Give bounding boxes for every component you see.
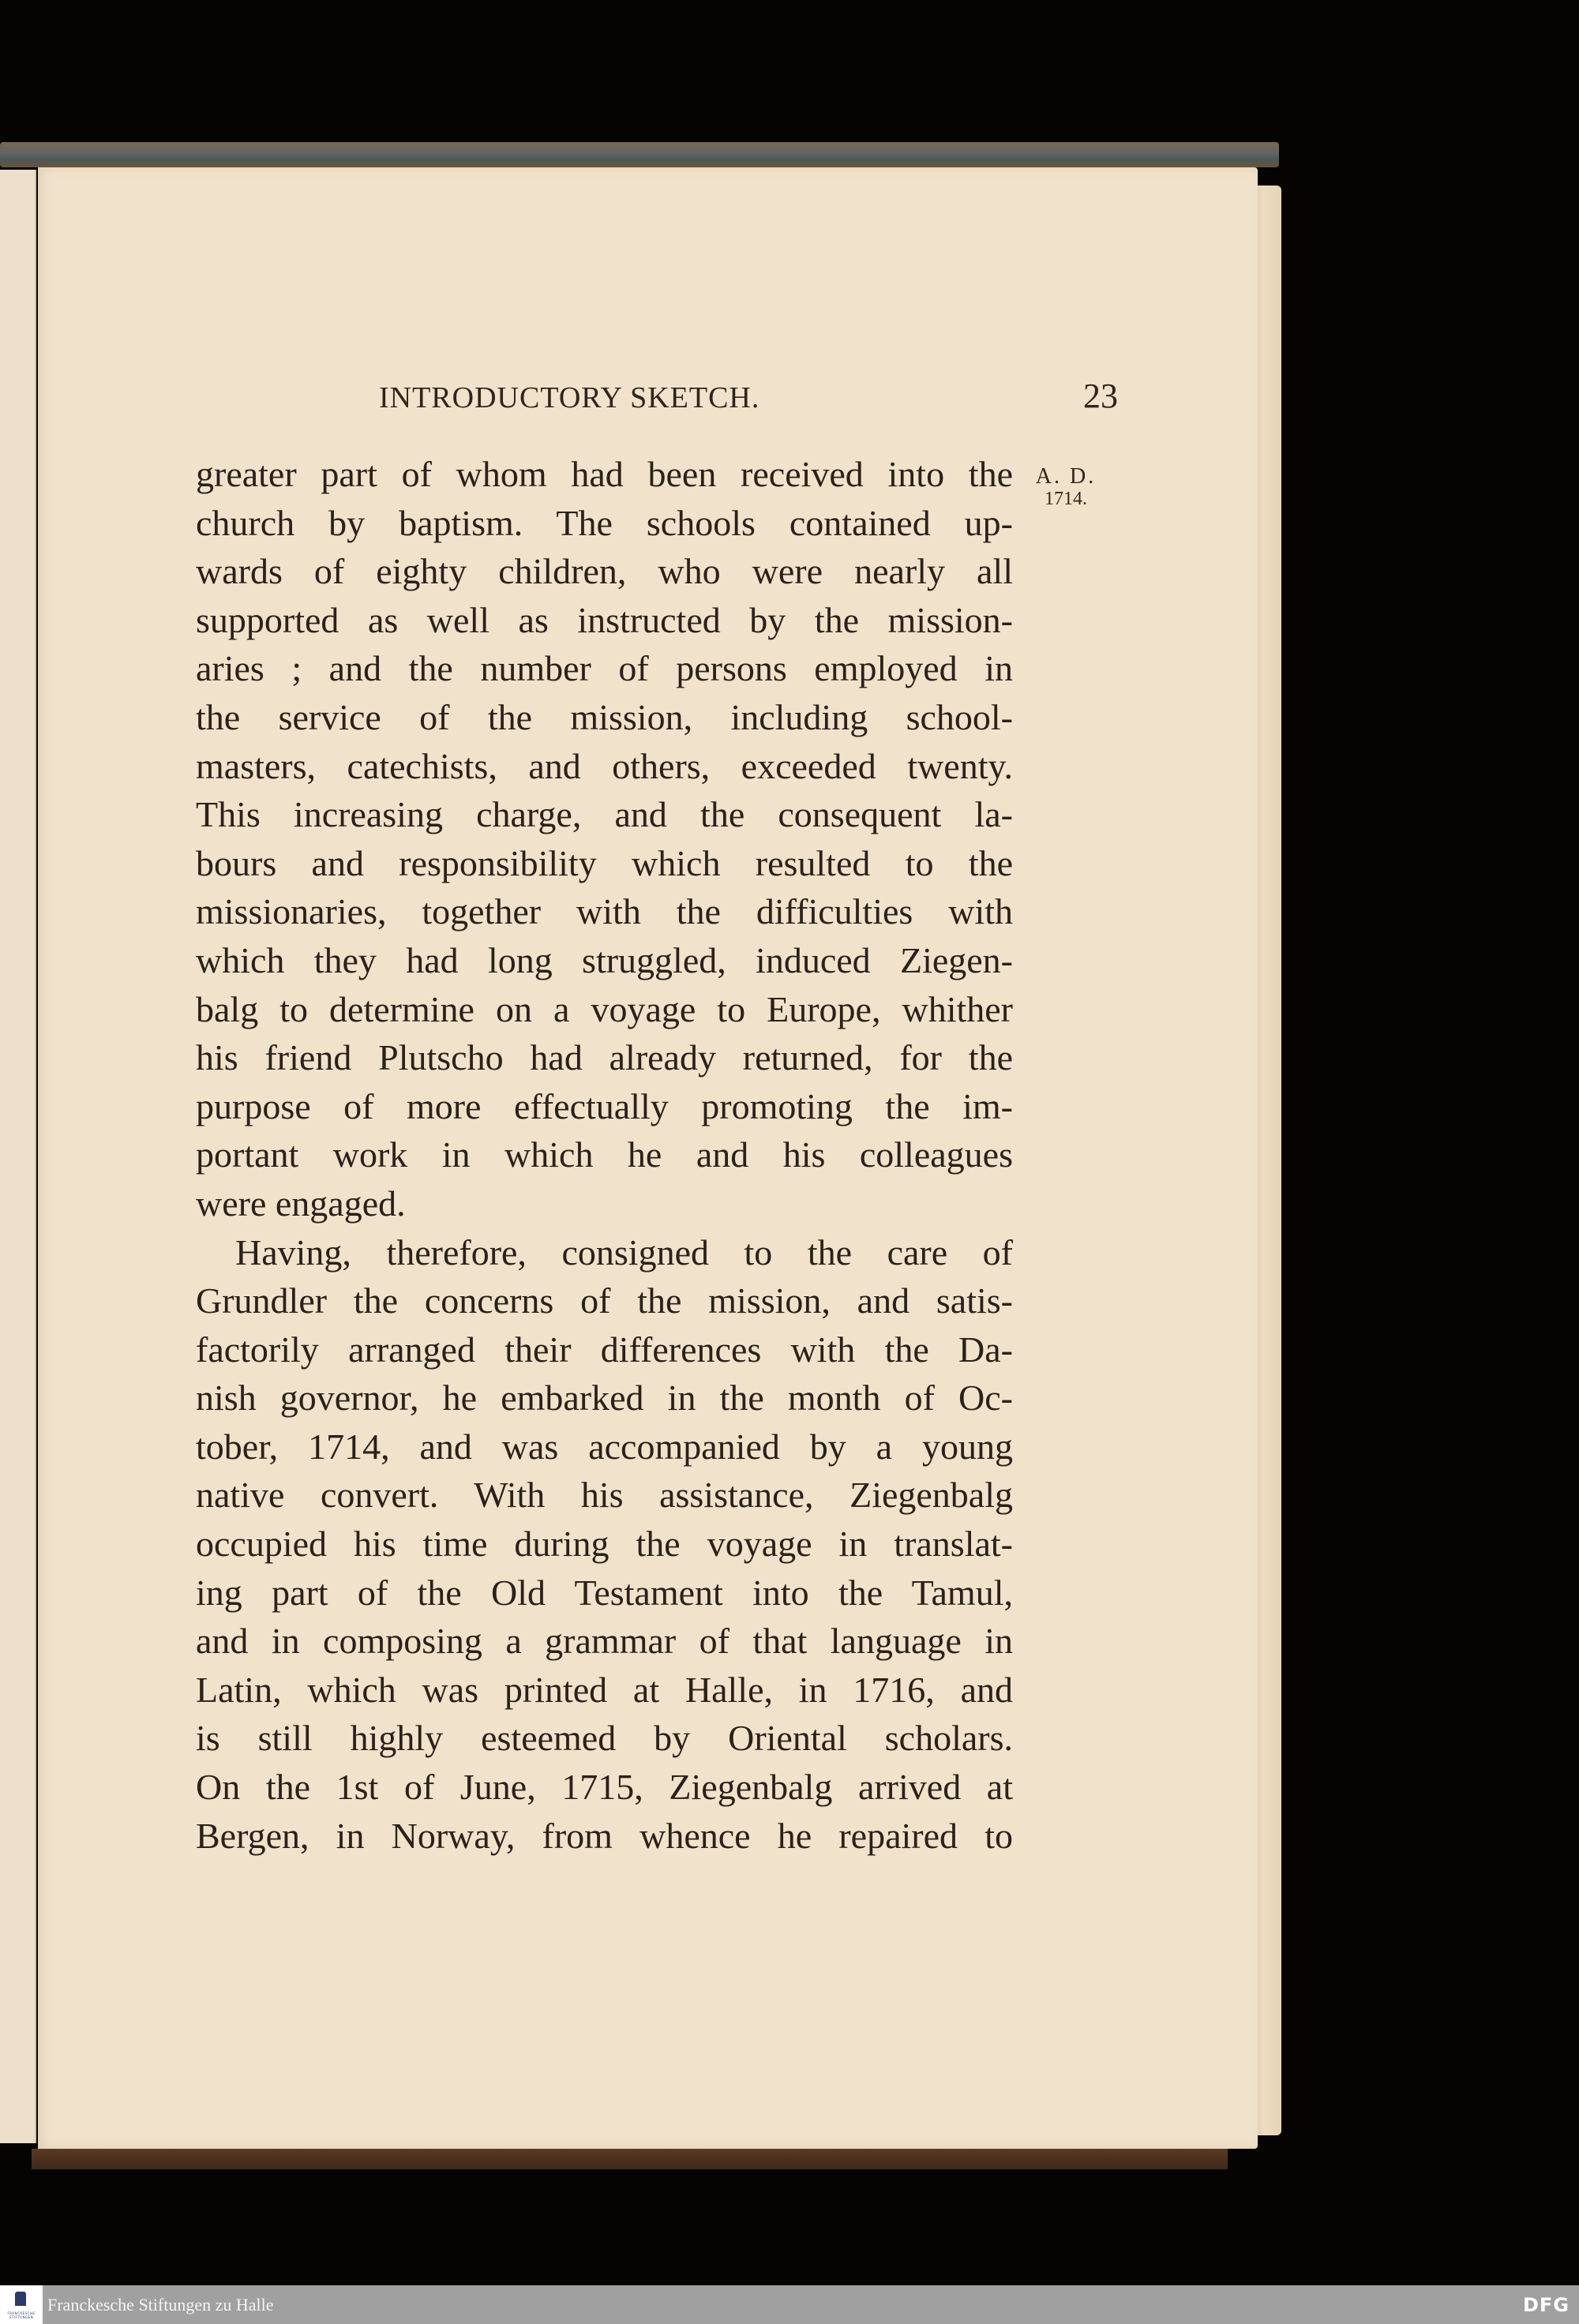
logo-caption: FRANCKESCHE STIFTUNGEN [7,2311,36,2319]
franckesche-stiftungen-logo[interactable] [0,2285,43,2324]
text-line: is still highly esteemed by Oriental scholars. [196,1718,1013,1759]
text-line: occupied his time during the voyage in translat- [196,1524,1013,1565]
text-line: tober, 1714, and was accompanied by a young [196,1426,1013,1467]
text-line: balg to determine on a voyage to Europe, whither [196,988,1013,1029]
text-line: purpose of more effectually promoting the im- [196,1085,1013,1126]
logo-figure-icon [15,2292,26,2306]
text-line: bours and responsibility which resulted to the [196,842,1013,883]
margin-note-year: 1714. [1045,489,1087,509]
text-line: masters, catechists, and others, exceeded twenty. [196,745,1013,786]
body-text [196,450,1013,1860]
text-line: and in composing a grammar of that language in [196,1621,1013,1662]
text-line: Grundler the concerns of the mission, and satis- [196,1280,1013,1321]
book-cover-bottom-edge [32,2149,1228,2169]
page-number: 23 [1083,377,1118,415]
text-line: church by baptism. The schools contained up- [196,502,1013,543]
text-line: supported as well as instructed by the mission- [196,599,1013,640]
paragraph-start-line: Having, therefore, consigned to the care of [235,1231,1013,1273]
text-line: Latin, which was printed at Halle, in 1716, and [196,1669,1013,1710]
text-line: ing part of the Old Testament into the Tamul, [196,1572,1013,1613]
text-line: Bergen, in Norway, from whence he repaired to [196,1815,1013,1856]
text-line: nish governor, he embarked in the month of Oc- [196,1378,1013,1419]
text-line: which they had long struggled, induced Ziegen- [196,939,1013,980]
text-line: On the 1st of June, 1715, Ziegenbalg arrived at [196,1767,1013,1808]
text-line: native convert. With his assistance, Ziegenbalg [196,1475,1013,1516]
text-line: missionaries, together with the difficulties with [196,891,1013,932]
text-line: were engaged. [196,1183,406,1224]
text-line: the service of the mission, including school- [196,696,1013,737]
institution-name: Franckesche Stiftungen zu Halle [47,2295,274,2315]
margin-note-era: A. D. [1035,464,1097,489]
dfg-logo[interactable]: DFG [1522,2294,1570,2316]
text-line: This increasing charge, and the consequent la- [196,794,1013,835]
text-line: factorily arranged their differences with the Da- [196,1329,1013,1370]
facing-page-edge [0,170,36,2143]
text-line: wards of eighty children, who were nearly all [196,551,1013,592]
text-line: portant work in which he and his colleagues [196,1134,1013,1175]
text-line: greater part of whom had been received into the [196,454,1013,494]
book-cover-top-edge [0,142,1279,167]
running-head: INTRODUCTORY SKETCH. [379,381,760,414]
text-line: aries ; and the number of persons employed in [196,648,1013,689]
margin-note [1026,466,1105,510]
footer-bar [0,2285,1579,2324]
text-line: his friend Plutscho had already returned, for the [196,1037,1013,1078]
